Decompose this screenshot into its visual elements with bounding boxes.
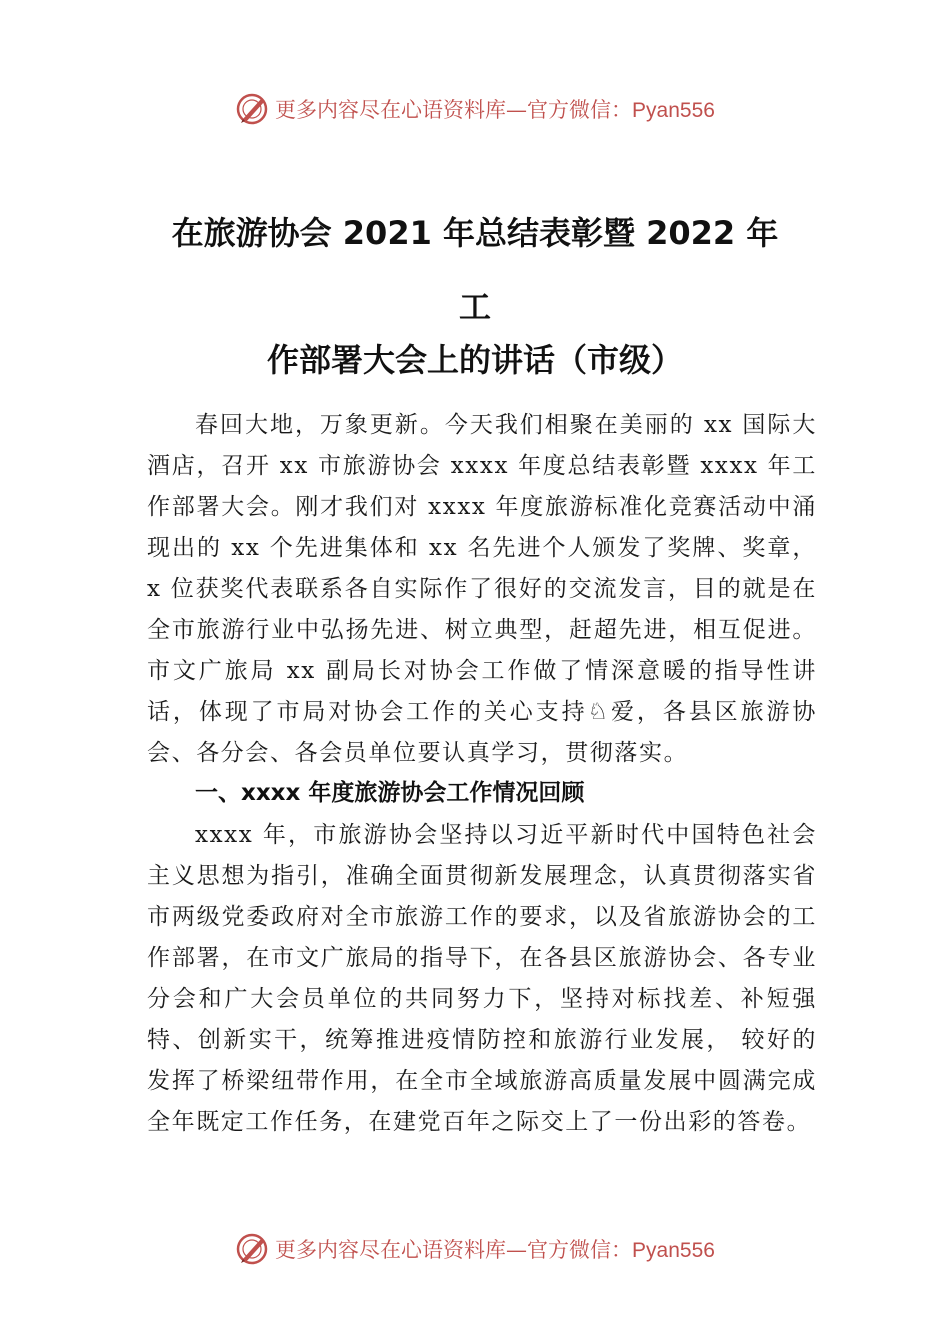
document-title-line-2: 工	[458, 288, 491, 326]
paragraph-text: xxxx 年，市旅游协会坚持以习近平新时代中国特色社会主义思想为指引，准确全面贯彻新发展理念，认真贯彻落实省市两级党委政府对全市旅游工作的要求，以及省旅游协会的工作部署，在市文广旅局的指导下，在各县区旅游协会、各专业分会和广大会员单位的共同努力下，坚持对标找差、补短强特、创新实干，统筹推进疫情防控和旅游行业发展， 较好的发挥了桥梁纽带作用，在全市全域旅游高质量发展中圆满完成全年既定工作任务，在建党百年之际交上了一份出彩的答卷。	[147, 822, 817, 1135]
wechat-id: Pyan556	[632, 1239, 715, 1262]
pen-logo-icon	[235, 1232, 269, 1266]
pen-logo-icon	[235, 92, 269, 126]
opening-paragraph	[147, 405, 817, 774]
wechat-id: Pyan556	[632, 99, 715, 122]
banner-text: 更多内容尽在心语资料库—官方微信：Pyan556	[275, 1238, 715, 1262]
document-title-line-3: 作部署大会上的讲话（市级）	[266, 341, 683, 379]
footer-banner	[0, 1232, 950, 1266]
review-paragraph	[147, 815, 817, 1143]
section-heading: 一、xxxx 年度旅游协会工作情况回顾	[195, 780, 585, 806]
banner-text: 更多内容尽在心语资料库—官方微信：Pyan556	[275, 98, 715, 122]
paragraph-text: 春回大地，万象更新。今天我们相聚在美丽的 xx 国际大酒店，召开 xx 市旅游协会 xxxx 年度总结表彰暨 xxxx 年工作部署大会。刚才我们对 xxxx 年度旅游标准化竞赛活动中涌现出的 xx 个先进集体和 xx 名先进个人颁发了奖牌、奖章， x 位获奖代表联系各自实际作了很好的交流发言，目的就是在全市旅游行业中弘扬先进、树立典型，赶超先进，相互促进。市文广旅局 xx 副局长对协会工作做了情深意暖的指导性讲话，体现了市局对协会工作的关心支持♘爱，各县区旅游协会、各分会、各会员单位要认真学习，贯彻落实。	[147, 412, 817, 766]
document-title-line-1: 在旅游协会 2021 年总结表彰暨 2022 年	[171, 214, 779, 252]
header-banner	[0, 92, 950, 126]
